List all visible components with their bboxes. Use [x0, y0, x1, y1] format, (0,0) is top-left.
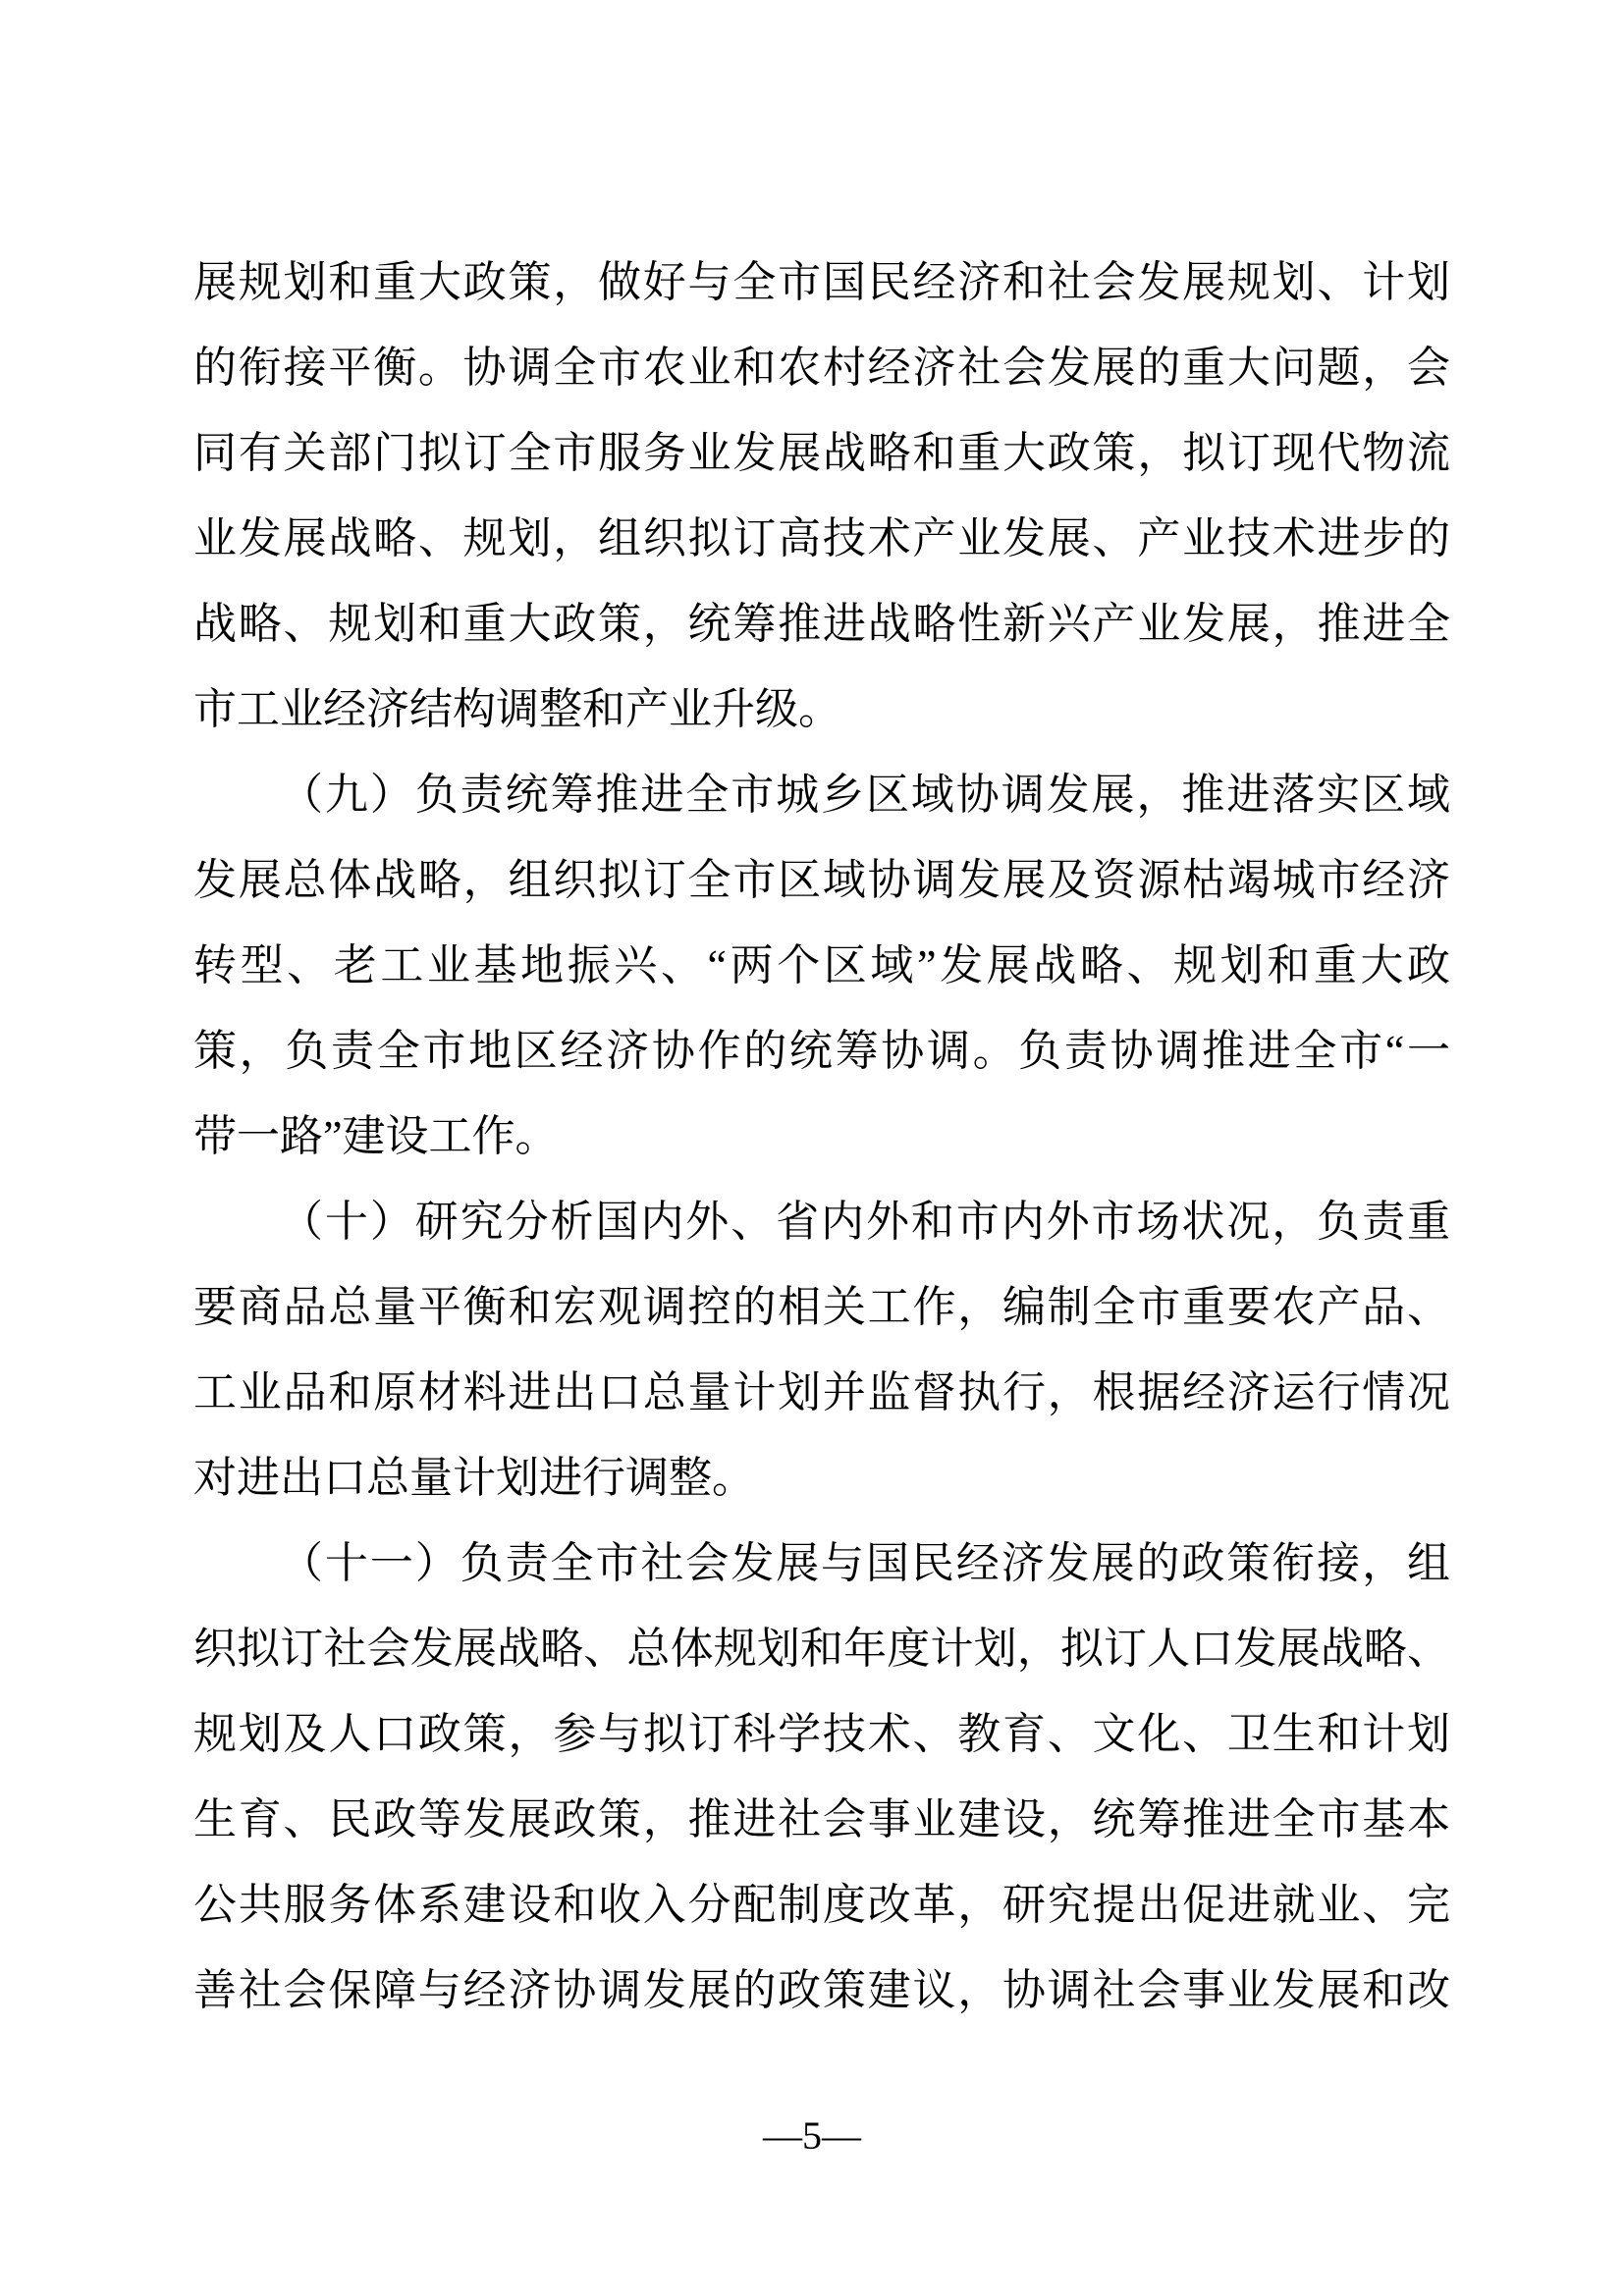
body-line: 策，负责全市地区经济协作的统筹协调。负责协调推进全市“一: [193, 1027, 1450, 1075]
body-line: 善社会保障与经济协调发展的政策建议，协调社会事业发展和改: [193, 1966, 1450, 2014]
body-line: 业发展战略、规划，组织拟订高技术产业发展、产业技术进步的: [193, 514, 1450, 562]
body-line: 发展总体战略，组织拟订全市区域协调发展及资源枯竭城市经济: [193, 856, 1450, 904]
body-line: 工业品和原材料进出口总量计划并监督执行，根据经济运行情况: [193, 1368, 1450, 1416]
body-text: [193, 240, 1450, 2033]
body-line-section-11: （十一）负责全市社会发展与国民经济发展的政策衔接，组: [280, 1539, 1450, 1587]
body-line: 织拟订社会发展战略、总体规划和年度计划，拟订人口发展战略、: [193, 1625, 1450, 1673]
body-line-section-9: （九）负责统筹推进全市城乡区域协调发展，推进落实区域: [280, 771, 1450, 819]
body-line: 公共服务体系建设和收入分配制度改革，研究提出促进就业、完: [193, 1881, 1450, 1929]
body-line: 市工业经济结构调整和产业升级。: [193, 685, 841, 733]
body-line: 带一路”建设工作。: [193, 1112, 559, 1160]
body-line: 生育、民政等发展政策，推进社会事业建设，统筹推进全市基本: [193, 1795, 1450, 1843]
body-line: 展规划和重大政策，做好与全市国民经济和社会发展规划、计划: [193, 258, 1450, 306]
body-line: 要商品总量平衡和宏观调控的相关工作，编制全市重要农产品、: [193, 1283, 1450, 1331]
body-line: 对进出口总量计划进行调整。: [193, 1454, 755, 1502]
body-line: 转型、老工业基地振兴、“两个区域”发展战略、规划和重大政: [193, 941, 1450, 989]
body-line: 的衔接平衡。协调全市农业和农村经济社会发展的重大问题，会: [193, 344, 1450, 392]
body-line: 战略、规划和重大政策，统筹推进战略性新兴产业发展，推进全: [193, 600, 1450, 648]
body-line-section-10: （十）研究分析国内外、省内外和市内外市场状况，负责重: [280, 1198, 1450, 1246]
body-line: 规划及人口政策，参与拟订科学技术、教育、文化、卫生和计划: [193, 1710, 1450, 1758]
page-number: —5—: [763, 2113, 861, 2158]
body-line: 同有关部门拟订全市服务业发展战略和重大政策，拟订现代物流: [193, 429, 1450, 477]
